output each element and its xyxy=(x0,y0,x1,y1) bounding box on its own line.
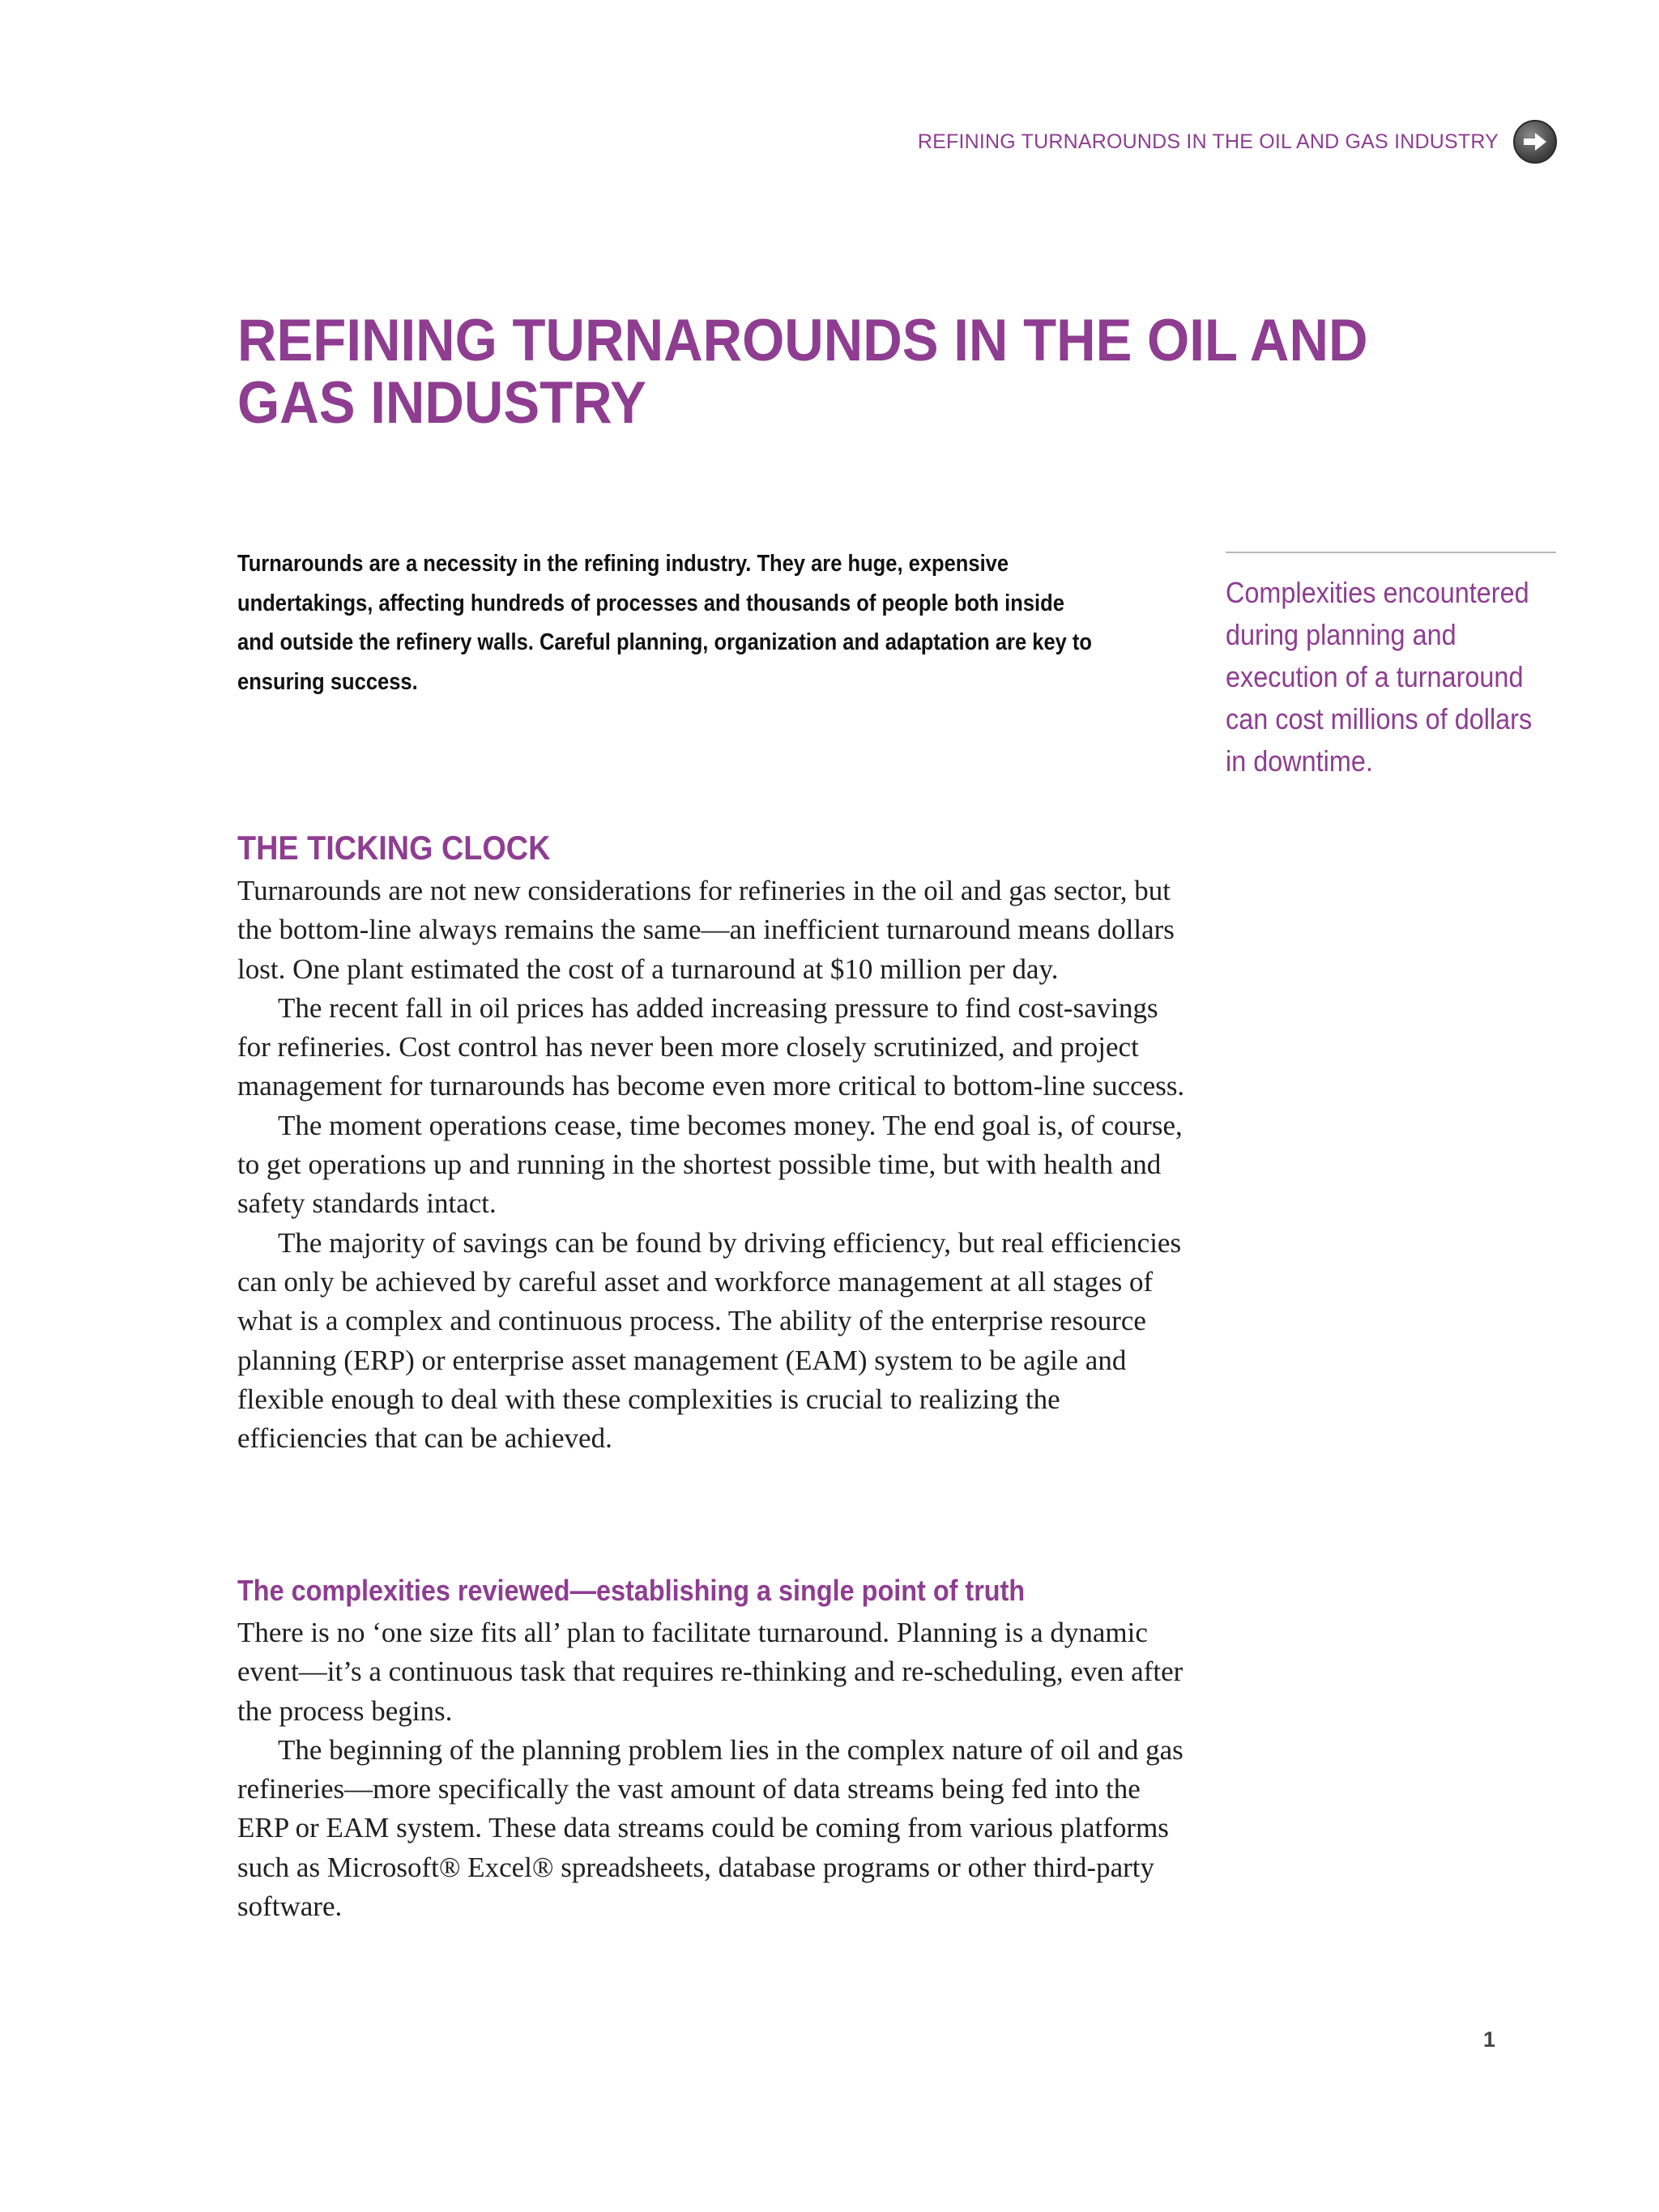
body-paragraph: The beginning of the planning problem lies in the complex nature of oil and gas refineries—more specifically the vast amount of data streams being fed into the ERP or EAM system. These data streams could be coming from various platforms such as Microsoft® Excel® spreadsheets, database programs or other third-party software. xyxy=(237,1733,1183,1923)
section-heading-complexities: The complexities reviewed—establishing a single point of truth xyxy=(237,1574,1026,1607)
document-title: REFINING TURNAROUNDS IN THE OIL AND GAS INDUSTRY xyxy=(237,308,1368,436)
section-body-ticking-clock xyxy=(237,872,1185,1458)
running-header xyxy=(918,120,1557,164)
pull-quote: Complexities encountered during planning and execution of a turnaround can cost millions of dollars in downtime. xyxy=(1226,576,1533,778)
intro-paragraph: Turnarounds are a necessity in the refining industry. They are huge, expensive undertakings, affecting hundreds of processes and thousands of people both inside and outside the refinery walls. Careful planning, organization and adaptation are key to ensuring success. xyxy=(237,551,1093,695)
section-body-complexities xyxy=(237,1613,1185,1926)
arrow-right-circle-icon[interactable] xyxy=(1513,120,1557,164)
body-paragraph: The majority of savings can be found by driving efficiency, but real efficiencies can only be achieved by careful asset and workforce management at all stages of what is a complex and continuous process. The ability of the enterprise resource planning (ERP) or enterprise asset management (EAM) system to be agile and flexible enough to deal with these complexities is crucial to realizing the efficiencies that can be achieved. xyxy=(237,1226,1182,1455)
section-heading-ticking-clock: THE TICKING CLOCK xyxy=(237,829,551,867)
body-paragraph: The moment operations cease, time becomes money. The end goal is, of course, to get operations up and running in the shortest possible time, but with health and safety standards intact. xyxy=(237,1109,1183,1220)
page-number: 1 xyxy=(1482,2027,1495,2052)
body-paragraph: There is no ‘one size fits all’ plan to facilitate turnaround. Planning is a dynamic event—it’s a continuous task that requires re-thinking and re-scheduling, even after the process begins. xyxy=(237,1617,1183,1727)
pull-quote-divider xyxy=(1226,552,1556,553)
body-paragraph: Turnarounds are not new considerations for refineries in the oil and gas sector, but the bottom-line always remains the same—an inefficient turnaround means dollars lost. One plant estimated the cost of a turnaround at $10 million per day. xyxy=(237,875,1175,985)
running-header-title: REFINING TURNAROUNDS IN THE OIL AND GAS INDUSTRY xyxy=(917,130,1499,153)
body-paragraph: The recent fall in oil prices has added increasing pressure to find cost-savings for refineries. Cost control has never been more closely scrutinized, and project management for turnarounds has become even more critical to bottom-line success. xyxy=(237,991,1185,1102)
